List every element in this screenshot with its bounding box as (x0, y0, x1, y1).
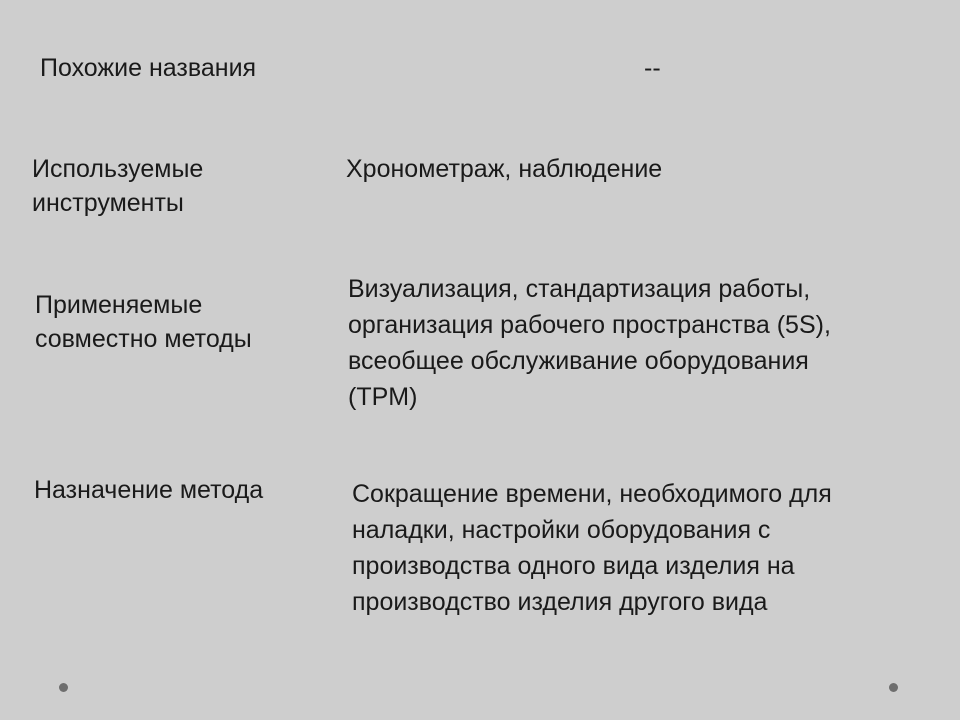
row-value-joint-methods: Визуализация, стандартизация работы, организация рабочего пространства (5S), всеобщее обслуживание оборудования (TPM) (348, 275, 831, 411)
row-label-purpose: Назначение метода (34, 476, 264, 504)
row-value-tools: Хронометраж, наблюдение (346, 155, 663, 183)
row-value-purpose: Сокращение времени, необходимого для наладки, настройки оборудования с производства одного вида изделия на производство изделия другого вида (352, 480, 832, 616)
decor-dot-right (889, 683, 898, 692)
row-label-tools: Используемые инструменты (32, 155, 204, 217)
decor-dot-left (59, 683, 68, 692)
row-value-similar-names: -- (644, 54, 661, 82)
row-label-joint-methods: Применяемые совместно методы (35, 291, 252, 353)
row-label-similar-names: Похожие названия (40, 54, 257, 82)
